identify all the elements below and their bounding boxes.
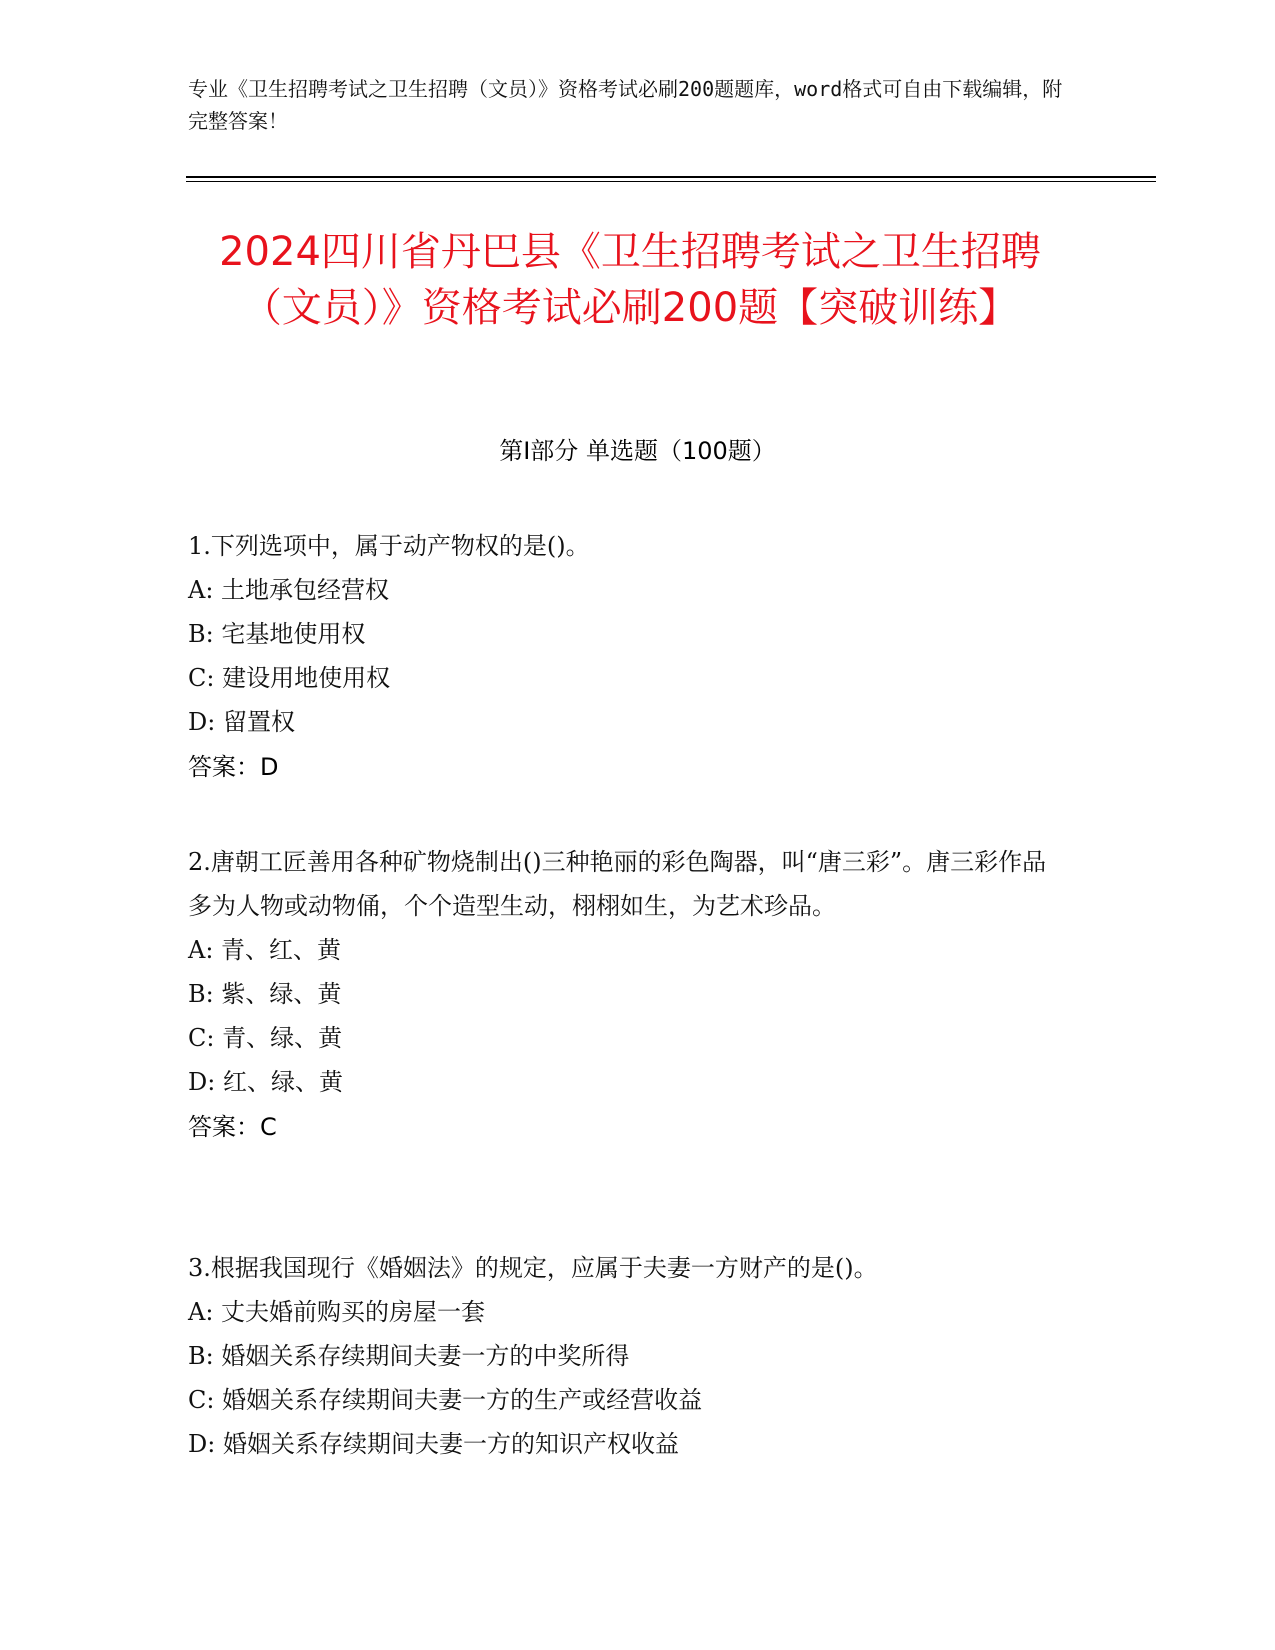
- option-d: D: 婚姻关系存续期间夫妻一方的知识产权收益: [188, 1430, 679, 1458]
- option-c: C: 婚姻关系存续期间夫妻一方的生产或经营收益: [188, 1386, 703, 1414]
- option-a: A: 丈夫婚前购买的房屋一套: [188, 1298, 486, 1326]
- header-note: 专业《卫生招聘考试之卫生招聘（文员）》资格考试必刷200题题库，word格式可自由下载编辑，附完整答案！: [188, 77, 1063, 133]
- question-3: [188, 1246, 1068, 1466]
- header-divider-thin: [186, 181, 1156, 182]
- option-b: B: 婚姻关系存续期间夫妻一方的中奖所得: [188, 1342, 630, 1370]
- option-c: C: 建设用地使用权: [188, 664, 391, 692]
- option-a: A: 青、红、黄: [188, 936, 342, 964]
- header-divider-thick: [186, 176, 1156, 178]
- question-stem: 3.根据我国现行《婚姻法》的规定，应属于夫妻一方财产的是()。: [188, 1254, 878, 1282]
- answer: 答案：D: [188, 753, 279, 781]
- option-a: A: 土地承包经营权: [188, 576, 390, 604]
- answer: 答案：C: [188, 1113, 277, 1141]
- question-stem: 2.唐朝工匠善用各种矿物烧制出()三种艳丽的彩色陶器，叫“唐三彩”。唐三彩作品多为人物或动物俑，个个造型生动，栩栩如生，为艺术珍品。: [188, 848, 1047, 920]
- option-c: C: 青、绿、黄: [188, 1024, 343, 1052]
- document-title: 2024四川省丹巴县《卫生招聘考试之卫生招聘（文员）》资格考试必刷200题【突破训练】: [219, 229, 1041, 331]
- section-title: 第I部分 单选题（100题）: [499, 437, 776, 465]
- option-b: B: 宅基地使用权: [188, 620, 366, 648]
- option-b: B: 紫、绿、黄: [188, 980, 342, 1008]
- option-d: D: 红、绿、黄: [188, 1068, 343, 1096]
- question-stem: 1.下列选项中，属于动产物权的是()。: [188, 532, 590, 560]
- question-2: [188, 840, 1068, 1150]
- question-1: [188, 524, 1068, 790]
- option-d: D: 留置权: [188, 708, 295, 736]
